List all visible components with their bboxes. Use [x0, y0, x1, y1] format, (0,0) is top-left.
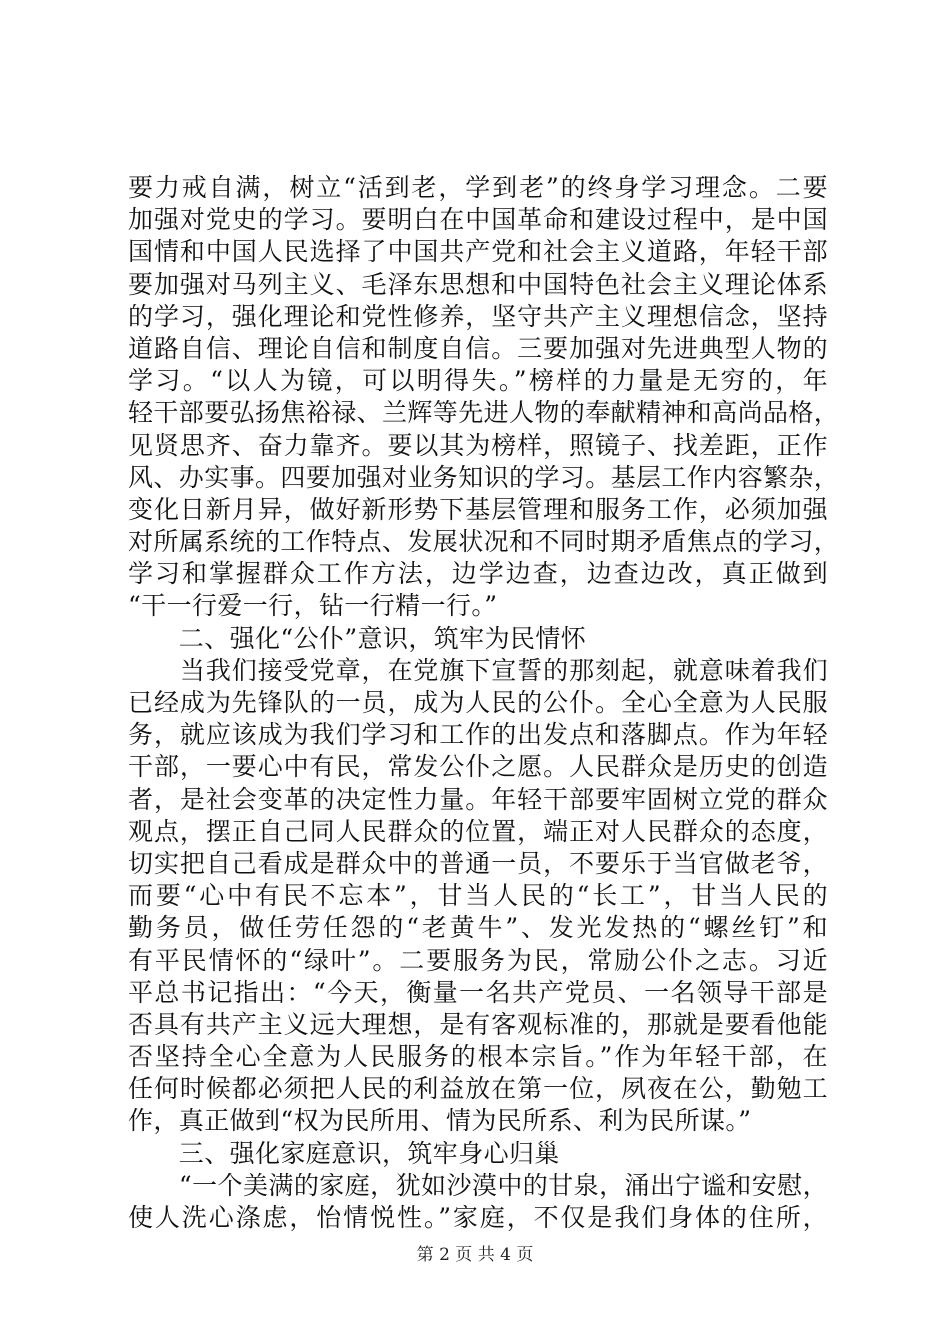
- text-line: 勤务员，做任劳任怨的“老黄牛”、发光发热的“螺丝钉”和: [128, 913, 828, 943]
- paragraph-end-line: 作，真正做到“权为民所用、情为民所系、利为民所谋。”: [128, 1106, 752, 1136]
- paragraph-first-line: 当我们接受党章，在党旗下宣誓的那刻起，就意味着我们: [128, 655, 828, 685]
- text-line: 务，就应该成为我们学习和工作的出发点和落脚点。作为年轻: [128, 720, 828, 750]
- text-line: 变化日新月异，做好新形势下基层管理和服务工作，必须加强: [128, 494, 828, 524]
- text-line: 风、办实事。四要加强对业务知识的学习。基层工作内容繁杂，: [128, 462, 840, 492]
- text-line: 道路自信、理论自信和制度自信。三要加强对先进典型人物的: [128, 333, 828, 363]
- text-line: 有平民情怀的“绿叶”。二要服务为民，常励公仆之志。习近: [128, 945, 828, 975]
- text-line: 见贤思齐、奋力靠齐。要以其为榜样，照镜子、找差距，正作: [128, 430, 828, 460]
- page-number-footer: 第 2 页 共 4 页: [416, 1245, 534, 1265]
- text-line: 学习。“以人为镜，可以明得失。”榜样的力量是无穷的，年: [128, 366, 828, 396]
- text-line: 要力戒自满，树立“活到老，学到老”的终身学习理念。二要: [128, 173, 828, 202]
- text-line: 对所属系统的工作特点、发展状况和不同时期矛盾焦点的学习，: [128, 527, 840, 557]
- text-line: 观点，摆正自己同人民群众的位置，端正对人民群众的态度，: [128, 816, 828, 846]
- text-line: 要加强对马列主义、毛泽东思想和中国特色社会主义理论体系: [128, 269, 828, 299]
- text-line: 的学习，强化理论和党性修养，坚守共产主义理想信念，坚持: [128, 301, 828, 331]
- document-body: [128, 172, 840, 1234]
- text-line: 者，是社会变革的决定性力量。年轻干部要牢固树立党的群众: [128, 784, 828, 814]
- paragraph-end-line: “干一行爱一行，钻一行精一行。”: [128, 591, 498, 621]
- text-line: 干部，一要心中有民，常发公仆之愿。人民群众是历史的创造: [128, 752, 828, 782]
- text-line: 否坚持全心全意为人民服务的根本宗旨。”作为年轻干部，在: [128, 1042, 828, 1072]
- paragraph-first-line: “一个美满的家庭，犹如沙漠中的甘泉，涌出宁谧和安慰，: [128, 1170, 828, 1200]
- text-line: 否具有共产主义远大理想，是有客观标准的，那就是要看他能: [128, 1009, 828, 1039]
- text-line: 学习和掌握群众工作方法，边学边查，边查边改，真正做到: [128, 559, 828, 589]
- text-line: 任何时候都必须把人民的利益放在第一位，夙夜在公，勤勉工: [128, 1074, 828, 1104]
- text-line: 加强对党史的学习。要明白在中国革命和建设过程中，是中国: [128, 205, 828, 235]
- text-line: 使人洗心涤虑，怡情悦性。”家庭，不仅是我们身体的住所，: [128, 1203, 828, 1232]
- section-heading: 三、强化家庭意识，筑牢身心归巢: [128, 1138, 560, 1168]
- section-heading: 二、强化“公仆”意识，筑牢为民情怀: [128, 623, 587, 653]
- text-line: 切实把自己看成是群众中的普通一员，不要乐于当官做老爷，: [128, 848, 828, 878]
- text-line: 已经成为先锋队的一员，成为人民的公仆。全心全意为人民服: [128, 688, 828, 717]
- text-line: 国情和中国人民选择了中国共产党和社会主义道路，年轻干部: [128, 237, 828, 267]
- text-line: 平总书记指出：“今天，衡量一名共产党员、一名领导干部是: [128, 977, 828, 1007]
- text-line: 而要“心中有民不忘本”，甘当人民的“长工”，甘当人民的: [128, 881, 828, 911]
- text-line: 轻干部要弘扬焦裕禄、兰辉等先进人物的奉献精神和高尚品格，: [128, 398, 840, 428]
